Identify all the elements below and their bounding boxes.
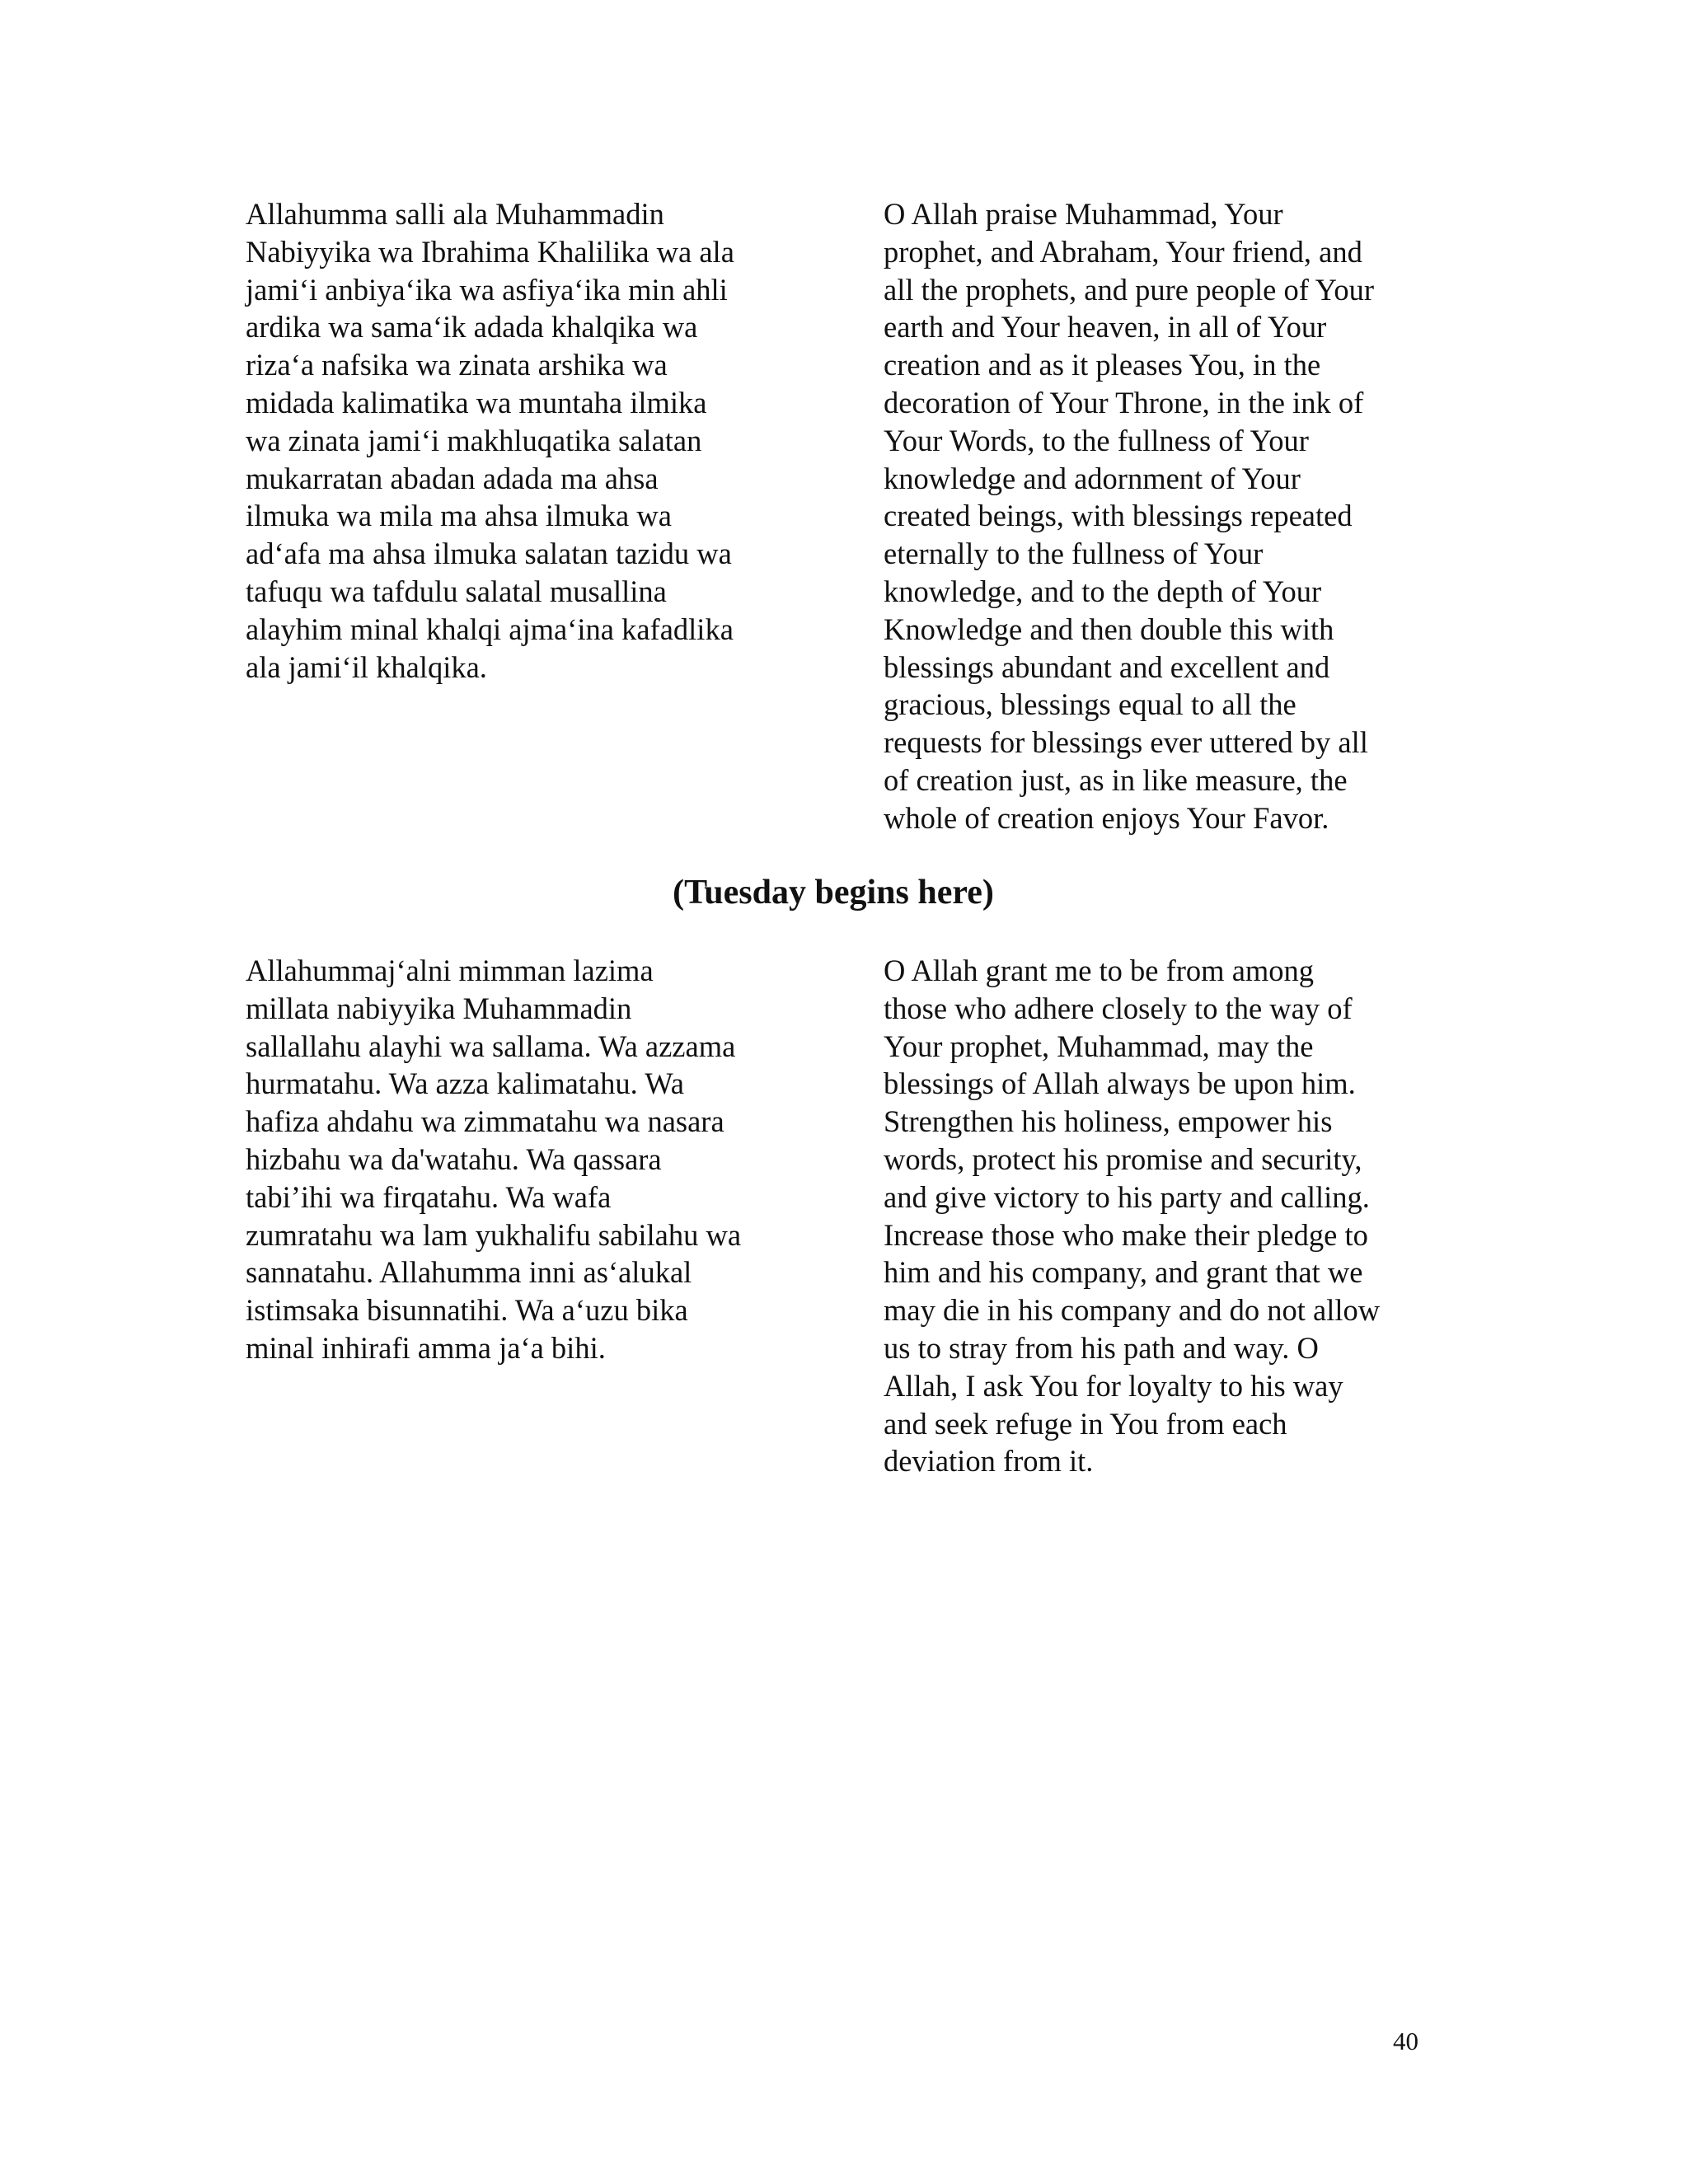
text-line: created beings, with blessings repeated xyxy=(884,499,1353,533)
text-line: and seek refuge in You from each xyxy=(884,1406,1287,1441)
text-line: minal inhirafi amma ja‘a bihi. xyxy=(246,1330,606,1365)
text-line: of creation just, as in like measure, the xyxy=(884,762,1348,797)
text-line: jami‘i anbiya‘ika wa asfiya‘ika min ahli xyxy=(246,272,728,307)
text-line: sallallahu alayhi wa sallama. Wa azzama xyxy=(246,1029,736,1063)
text-line: those who adhere closely to the way of xyxy=(884,991,1353,1025)
text-line: Your Words, to the fullness of Your xyxy=(884,423,1309,457)
text-line: tabi’ihi wa firqatahu. Wa wafa xyxy=(246,1179,612,1214)
text-line: tafuqu wa tafdulu salatal musallina xyxy=(246,574,667,608)
text-line: creation and as it pleases You, in the xyxy=(884,348,1321,382)
text-line: words, protect his promise and security, xyxy=(884,1141,1362,1176)
text-line: earth and Your heaven, in all of Your xyxy=(884,310,1327,344)
text-line: Your prophet, Muhammad, may the xyxy=(884,1029,1314,1063)
text-line: Allahummaj‘alni mimman lazima xyxy=(246,954,654,987)
text-line: us to stray from his path and way. O xyxy=(884,1330,1319,1365)
text-line: ad‘afa ma ahsa ilmuka salatan tazidu wa xyxy=(246,537,732,571)
section-heading: (Tuesday begins here) xyxy=(673,874,994,912)
text-line: knowledge, and to the depth of Your xyxy=(884,574,1322,608)
transliteration-block-2 xyxy=(246,952,798,1367)
text-line: him and his company, and grant that we xyxy=(884,1255,1363,1290)
text-line: midada kalimatika wa muntaha ilmika xyxy=(246,385,707,419)
text-line: Knowledge and then double this with xyxy=(884,612,1334,646)
text-line: O Allah grant me to be from among xyxy=(884,954,1315,987)
text-line: requests for blessings ever uttered by all xyxy=(884,725,1368,760)
text-line: and give victory to his party and calling. xyxy=(884,1179,1370,1214)
text-line: ilmuka wa mila ma ahsa ilmuka wa xyxy=(246,499,672,533)
text-line: alayhim minal khalqi ajma‘ina kafadlika xyxy=(246,612,734,646)
text-line: Increase those who make their pledge to xyxy=(884,1217,1368,1252)
translation-block-2 xyxy=(884,952,1436,1480)
text-line: blessings abundant and excellent and xyxy=(884,649,1330,684)
text-line: eternally to the fullness of Your xyxy=(884,537,1264,571)
text-line: O Allah praise Muhammad, Your xyxy=(884,197,1283,231)
text-line: Strengthen his holiness, empower his xyxy=(884,1104,1333,1139)
text-line: Allah, I ask You for loyalty to his way xyxy=(884,1368,1343,1403)
text-line: hurmatahu. Wa azza kalimatahu. Wa xyxy=(246,1066,684,1101)
text-line: prophet, and Abraham, Your friend, and xyxy=(884,234,1362,269)
text-line: wa zinata jami‘i makhluqatika salatan xyxy=(246,423,702,457)
transliteration-block-1 xyxy=(246,195,798,686)
text-line: riza‘a nafsika wa zinata arshika wa xyxy=(246,348,668,382)
text-line: decoration of Your Throne, in the ink of xyxy=(884,385,1364,419)
text-line: zumratahu wa lam yukhalifu sabilahu wa xyxy=(246,1217,742,1252)
text-line: hizbahu wa da'watahu. Wa qassara xyxy=(246,1141,662,1176)
text-line: Nabiyyika wa Ibrahima Khalilika wa ala xyxy=(246,234,734,269)
text-line: sannatahu. Allahumma inni as‘alukal xyxy=(246,1255,692,1290)
text-line: ala jami‘il khalqika. xyxy=(246,649,487,684)
text-line: hafiza ahdahu wa zimmatahu wa nasara xyxy=(246,1104,724,1139)
text-line: ardika wa sama‘ik adada khalqika wa xyxy=(246,310,698,344)
text-line: whole of creation enjoys Your Favor. xyxy=(884,800,1329,835)
text-line: knowledge and adornment of Your xyxy=(884,461,1301,495)
page-number: 40 xyxy=(1393,2027,1418,2055)
text-line: mukarratan abadan adada ma ahsa xyxy=(246,461,659,495)
text-line: istimsaka bisunnatihi. Wa a‘uzu bika xyxy=(246,1293,688,1328)
text-line: millata nabiyyika Muhammadin xyxy=(246,991,632,1025)
text-line: gracious, blessings equal to all the xyxy=(884,687,1296,722)
text-line: all the prophets, and pure people of Your xyxy=(884,272,1375,307)
text-line: may die in his company and do not allow xyxy=(884,1293,1381,1328)
text-line: blessings of Allah always be upon him. xyxy=(884,1066,1356,1101)
text-line: Allahumma salli ala Muhammadin xyxy=(246,197,664,231)
text-line: deviation from it. xyxy=(884,1444,1094,1479)
translation-block-1 xyxy=(884,195,1436,837)
